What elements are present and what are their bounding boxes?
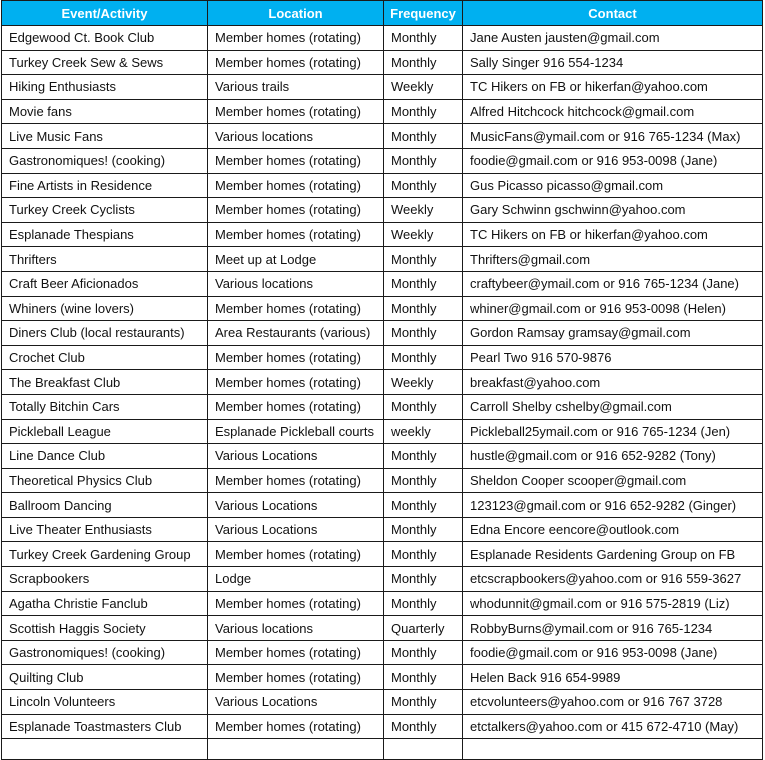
cell-frequency: Monthly (384, 517, 463, 542)
table-body (2, 26, 763, 760)
cell-contact: RobbyBurns@ymail.com or 916 765-1234 (463, 616, 763, 641)
cell-event: Theoretical Physics Club (2, 468, 208, 493)
table-row (2, 714, 763, 739)
cell-contact: etcscrapbookers@yahoo.com or 916 559-3627 (463, 567, 763, 592)
cell-event (2, 739, 208, 760)
cell-contact: MusicFans@ymail.com or 916 765-1234 (Max) (463, 124, 763, 149)
table-row (2, 591, 763, 616)
cell-frequency: Weekly (384, 75, 463, 100)
table-row (2, 198, 763, 223)
cell-contact: breakfast@yahoo.com (463, 370, 763, 395)
cell-location: Various locations (208, 124, 384, 149)
table-row (2, 173, 763, 198)
cell-event: Craft Beer Aficionados (2, 271, 208, 296)
cell-frequency: Monthly (384, 296, 463, 321)
cell-frequency: weekly (384, 419, 463, 444)
table-row (2, 296, 763, 321)
cell-event: Ballroom Dancing (2, 493, 208, 518)
table-row (2, 75, 763, 100)
table-row-partial (2, 739, 763, 760)
cell-event: Live Music Fans (2, 124, 208, 149)
header-row (2, 1, 763, 26)
cell-location: Various locations (208, 616, 384, 641)
cell-contact: whodunnit@gmail.com or 916 575-2819 (Liz) (463, 591, 763, 616)
header-contact: Contact (463, 1, 763, 26)
table-row (2, 444, 763, 469)
cell-frequency: Monthly (384, 148, 463, 173)
cell-location: Member homes (rotating) (208, 468, 384, 493)
cell-location: Member homes (rotating) (208, 640, 384, 665)
cell-event: Lincoln Volunteers (2, 690, 208, 715)
cell-event: Agatha Christie Fanclub (2, 591, 208, 616)
table-row (2, 517, 763, 542)
cell-contact: Alfred Hitchcock hitchcock@gmail.com (463, 99, 763, 124)
table-row (2, 567, 763, 592)
cell-event: Live Theater Enthusiasts (2, 517, 208, 542)
cell-location: Member homes (rotating) (208, 148, 384, 173)
cell-location: Various Locations (208, 444, 384, 469)
activities-table (1, 0, 763, 760)
cell-contact: Esplanade Residents Gardening Group on FB (463, 542, 763, 567)
table-row (2, 468, 763, 493)
cell-frequency: Monthly (384, 26, 463, 51)
table-row (2, 493, 763, 518)
cell-frequency: Monthly (384, 321, 463, 346)
cell-location: Lodge (208, 567, 384, 592)
table-row (2, 99, 763, 124)
cell-frequency: Monthly (384, 124, 463, 149)
table-row (2, 370, 763, 395)
cell-location: Member homes (rotating) (208, 665, 384, 690)
cell-event: Hiking Enthusiasts (2, 75, 208, 100)
cell-contact: TC Hikers on FB or hikerfan@yahoo.com (463, 222, 763, 247)
cell-contact: Pearl Two 916 570-9876 (463, 345, 763, 370)
table-row (2, 394, 763, 419)
cell-event: Quilting Club (2, 665, 208, 690)
cell-event: The Breakfast Club (2, 370, 208, 395)
table-row (2, 148, 763, 173)
cell-frequency: Monthly (384, 665, 463, 690)
table-row (2, 542, 763, 567)
cell-contact: Sally Singer 916 554-1234 (463, 50, 763, 75)
cell-frequency: Quarterly (384, 616, 463, 641)
cell-location: Esplanade Pickleball courts (208, 419, 384, 444)
cell-frequency: Monthly (384, 345, 463, 370)
cell-contact: hustle@gmail.com or 916 652-9282 (Tony) (463, 444, 763, 469)
table-row (2, 690, 763, 715)
cell-frequency: Weekly (384, 222, 463, 247)
cell-location: Meet up at Lodge (208, 247, 384, 272)
table-row (2, 616, 763, 641)
cell-event: Thrifters (2, 247, 208, 272)
cell-frequency: Monthly (384, 247, 463, 272)
cell-contact: Sheldon Cooper scooper@gmail.com (463, 468, 763, 493)
cell-contact: Gordon Ramsay gramsay@gmail.com (463, 321, 763, 346)
cell-frequency: Monthly (384, 591, 463, 616)
cell-location: Member homes (rotating) (208, 99, 384, 124)
cell-contact: Edna Encore eencore@outlook.com (463, 517, 763, 542)
table-row (2, 222, 763, 247)
cell-contact: Pickleball25ymail.com or 916 765-1234 (Jen) (463, 419, 763, 444)
cell-frequency: Monthly (384, 640, 463, 665)
table-row (2, 640, 763, 665)
cell-location: Member homes (rotating) (208, 394, 384, 419)
cell-location: Various trails (208, 75, 384, 100)
cell-location: Member homes (rotating) (208, 26, 384, 51)
cell-contact (463, 739, 763, 760)
cell-location: Member homes (rotating) (208, 542, 384, 567)
table-row (2, 419, 763, 444)
cell-contact: TC Hikers on FB or hikerfan@yahoo.com (463, 75, 763, 100)
cell-frequency (384, 739, 463, 760)
cell-event: Gastronomiques! (cooking) (2, 640, 208, 665)
cell-location: Various Locations (208, 517, 384, 542)
cell-frequency: Weekly (384, 198, 463, 223)
cell-location: Member homes (rotating) (208, 50, 384, 75)
cell-frequency: Monthly (384, 468, 463, 493)
cell-frequency: Monthly (384, 394, 463, 419)
cell-contact: Jane Austen jausten@gmail.com (463, 26, 763, 51)
cell-event: Fine Artists in Residence (2, 173, 208, 198)
cell-event: Diners Club (local restaurants) (2, 321, 208, 346)
cell-frequency: Monthly (384, 567, 463, 592)
cell-location: Member homes (rotating) (208, 591, 384, 616)
cell-frequency: Monthly (384, 542, 463, 567)
cell-location: Member homes (rotating) (208, 173, 384, 198)
table-row (2, 345, 763, 370)
table-row (2, 26, 763, 51)
cell-frequency: Monthly (384, 714, 463, 739)
cell-location: Member homes (rotating) (208, 296, 384, 321)
cell-event: Whiners (wine lovers) (2, 296, 208, 321)
cell-frequency: Monthly (384, 99, 463, 124)
cell-frequency: Weekly (384, 370, 463, 395)
cell-contact: foodie@gmail.com or 916 953-0098 (Jane) (463, 148, 763, 173)
cell-contact: Gary Schwinn gschwinn@yahoo.com (463, 198, 763, 223)
cell-location (208, 739, 384, 760)
cell-contact: Helen Back 916 654-9989 (463, 665, 763, 690)
cell-contact: etctalkers@yahoo.com or 415 672-4710 (May) (463, 714, 763, 739)
cell-location: Member homes (rotating) (208, 714, 384, 739)
cell-event: Esplanade Toastmasters Club (2, 714, 208, 739)
table-row (2, 321, 763, 346)
cell-event: Esplanade Thespians (2, 222, 208, 247)
table-row (2, 50, 763, 75)
cell-frequency: Monthly (384, 493, 463, 518)
cell-event: Turkey Creek Cyclists (2, 198, 208, 223)
cell-event: Totally Bitchin Cars (2, 394, 208, 419)
cell-location: Various locations (208, 271, 384, 296)
cell-contact: Carroll Shelby cshelby@gmail.com (463, 394, 763, 419)
cell-event: Turkey Creek Sew & Sews (2, 50, 208, 75)
cell-location: Area Restaurants (various) (208, 321, 384, 346)
cell-event: Movie fans (2, 99, 208, 124)
cell-contact: Thrifters@gmail.com (463, 247, 763, 272)
cell-location: Various Locations (208, 493, 384, 518)
cell-location: Various Locations (208, 690, 384, 715)
cell-event: Turkey Creek Gardening Group (2, 542, 208, 567)
cell-contact: 123123@gmail.com or 916 652-9282 (Ginger) (463, 493, 763, 518)
header-event: Event/Activity (2, 1, 208, 26)
cell-event: Pickleball League (2, 419, 208, 444)
table-row (2, 665, 763, 690)
table-row (2, 247, 763, 272)
cell-location: Member homes (rotating) (208, 222, 384, 247)
cell-event: Edgewood Ct. Book Club (2, 26, 208, 51)
cell-contact: whiner@gmail.com or 916 953-0098 (Helen) (463, 296, 763, 321)
cell-event: Crochet Club (2, 345, 208, 370)
table-row (2, 124, 763, 149)
cell-event: Scottish Haggis Society (2, 616, 208, 641)
cell-contact: foodie@gmail.com or 916 953-0098 (Jane) (463, 640, 763, 665)
cell-frequency: Monthly (384, 173, 463, 198)
cell-frequency: Monthly (384, 271, 463, 296)
cell-event: Gastronomiques! (cooking) (2, 148, 208, 173)
cell-location: Member homes (rotating) (208, 345, 384, 370)
cell-frequency: Monthly (384, 690, 463, 715)
header-location: Location (208, 1, 384, 26)
cell-frequency: Monthly (384, 50, 463, 75)
cell-event: Line Dance Club (2, 444, 208, 469)
cell-contact: Gus Picasso picasso@gmail.com (463, 173, 763, 198)
header-frequency: Frequency (384, 1, 463, 26)
cell-location: Member homes (rotating) (208, 198, 384, 223)
cell-location: Member homes (rotating) (208, 370, 384, 395)
table-row (2, 271, 763, 296)
cell-event: Scrapbookers (2, 567, 208, 592)
cell-contact: craftybeer@ymail.com or 916 765-1234 (Jane) (463, 271, 763, 296)
cell-contact: etcvolunteers@yahoo.com or 916 767 3728 (463, 690, 763, 715)
cell-frequency: Monthly (384, 444, 463, 469)
